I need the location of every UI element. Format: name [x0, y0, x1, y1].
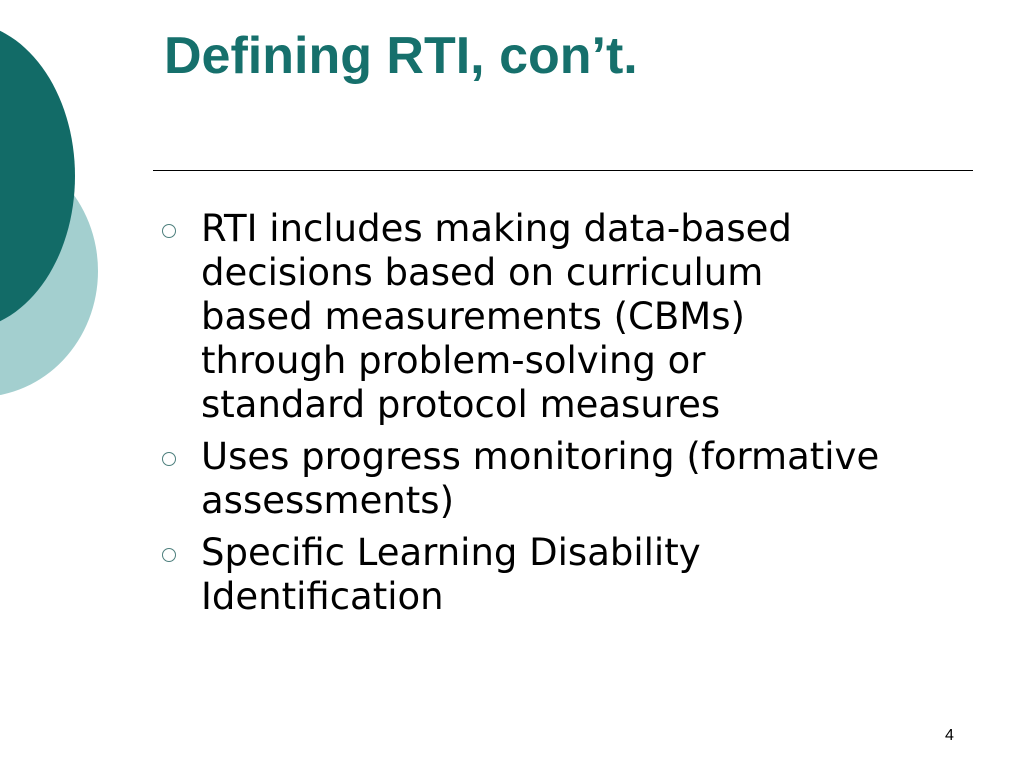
- slide-number: 4: [945, 727, 954, 744]
- bullet-item: [162, 207, 962, 427]
- hollow-circle-bullet-icon: [162, 224, 176, 238]
- bullet-text: Specific Learning Disability Identification: [201, 531, 701, 618]
- bullet-item: [162, 531, 962, 619]
- hollow-circle-bullet-icon: [162, 452, 176, 466]
- bullet-list: [162, 207, 962, 627]
- title-divider: [153, 170, 973, 171]
- hollow-circle-bullet-icon: [162, 548, 176, 562]
- bullet-text: RTI includes making data-based decisions based on curriculum based measurements (CBMs) through problem-solving or standard protocol measures: [201, 207, 792, 426]
- bullet-text: Uses progress monitoring (formative assessments): [201, 435, 880, 522]
- bullet-item: [162, 435, 962, 523]
- slide-title: Defining RTI, con’t.: [164, 27, 638, 85]
